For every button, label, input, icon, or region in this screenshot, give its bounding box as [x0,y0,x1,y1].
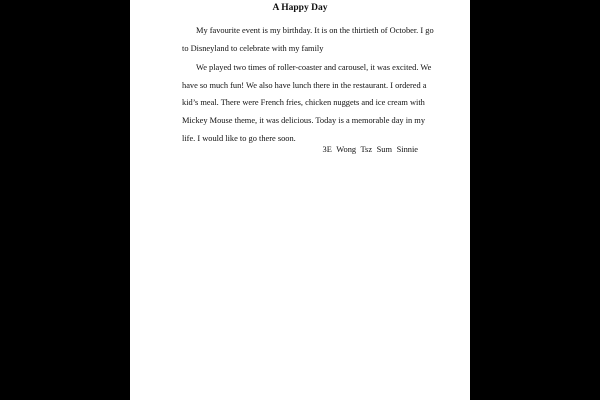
paragraph-line: have so much fun! We also have lunch there in the restaurant. I ordered a [182,80,427,90]
paragraph-line: life. I would like to go there soon. [182,133,296,143]
document-title: A Happy Day [272,3,328,13]
paragraph-line: We played two times of roller-coaster and carousel, it was excited. We [196,63,432,73]
paragraph-line: kid’s meal. There were French fries, chicken nuggets and ice cream with [182,98,425,108]
paragraph-line: to Disneyland to celebrate with my family [182,43,324,53]
document-body [182,22,434,147]
paragraph-1 [182,22,434,57]
paragraph-line: Mickey Mouse theme, it was delicious. Today is a memorable day in my [182,115,426,125]
author-signature: 3E Wong Tsz Sum Sinnie [322,145,418,154]
paragraph-2 [182,59,432,147]
document-page [130,0,470,400]
paragraph-line: My favourite event is my birthday. It is on the thirtieth of October. I go [196,26,434,35]
